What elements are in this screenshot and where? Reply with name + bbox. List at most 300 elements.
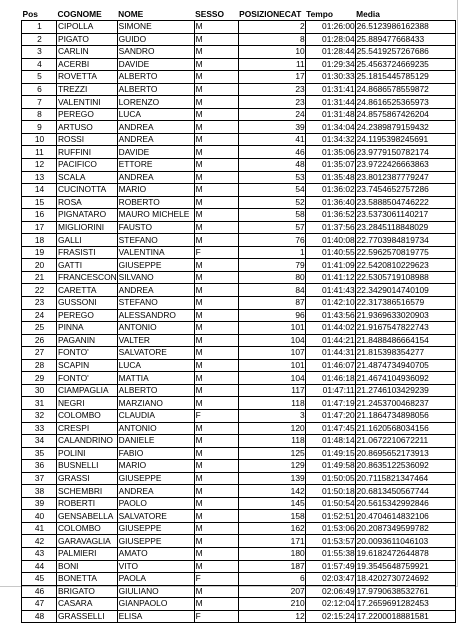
average-speed-cell: 19.6182472644878 — [355, 547, 455, 560]
table-row — [22, 146, 456, 159]
table-row — [22, 21, 456, 34]
average-speed-cell: 25.1815445785129 — [355, 71, 455, 84]
category-position-cell: 1 — [238, 246, 305, 259]
time-cell: 01:46:18 — [305, 372, 355, 385]
time-cell: 01:53:57 — [305, 535, 355, 548]
average-speed-cell: 21.815398354277 — [355, 347, 455, 360]
time-cell: 01:35:48 — [305, 171, 355, 184]
table-row — [22, 372, 456, 385]
pos-cell: 16 — [22, 209, 57, 222]
sex-cell: M — [194, 171, 238, 184]
average-speed-cell: 17.2659691282453 — [355, 598, 455, 611]
firstname-cell: MARIO — [117, 460, 194, 473]
average-speed-cell: 24.8616525365973 — [355, 96, 455, 109]
category-position-cell: 76 — [238, 234, 305, 247]
time-cell: 01:49:58 — [305, 460, 355, 473]
surname-cell: GUSSONI — [57, 297, 118, 310]
surname-cell: PAGANIN — [57, 334, 118, 347]
surname-cell: PINNA — [57, 322, 118, 335]
surname-cell: BRIGATO — [57, 585, 118, 598]
average-speed-cell: 20.8635122536092 — [355, 460, 455, 473]
table-row — [22, 359, 456, 372]
average-speed-cell: 21.1864734898056 — [355, 409, 455, 422]
table-row — [22, 71, 456, 84]
table-row — [22, 409, 456, 422]
surname-cell: CIAMPAGLIA — [57, 384, 118, 397]
time-cell: 01:40:55 — [305, 246, 355, 259]
surname-cell: POLINI — [57, 447, 118, 460]
table-row — [22, 196, 456, 209]
average-speed-cell: 21.4874734940705 — [355, 359, 455, 372]
category-position-cell: 52 — [238, 196, 305, 209]
category-position-cell: 104 — [238, 334, 305, 347]
table-row — [22, 121, 456, 134]
firstname-cell: DAVIDE — [117, 58, 194, 71]
pos-cell: 25 — [22, 322, 57, 335]
average-speed-cell: 21.2746103429239 — [355, 384, 455, 397]
average-speed-cell: 23.8012387779247 — [355, 171, 455, 184]
sex-cell: M — [194, 121, 238, 134]
category-position-cell: 48 — [238, 159, 305, 172]
table-row — [22, 460, 456, 473]
surname-cell: FONTO' — [57, 347, 118, 360]
surname-cell: GALLI — [57, 234, 118, 247]
sex-cell: M — [194, 146, 238, 159]
firstname-cell: MATTIA — [117, 372, 194, 385]
sex-cell: M — [194, 159, 238, 172]
firstname-cell: ANDREA — [117, 485, 194, 498]
surname-cell: BONETTA — [57, 573, 118, 586]
firstname-cell: SALVATORE — [117, 347, 194, 360]
pos-cell: 23 — [22, 297, 57, 310]
surname-cell: COLOMBO — [57, 522, 118, 535]
category-position-cell: 101 — [238, 359, 305, 372]
pos-cell: 35 — [22, 447, 57, 460]
pos-cell: 11 — [22, 146, 57, 159]
table-row — [22, 96, 456, 109]
category-position-cell: 11 — [238, 58, 305, 71]
pos-cell: 7 — [22, 96, 57, 109]
table-row — [22, 271, 456, 284]
category-position-cell: 24 — [238, 108, 305, 121]
time-cell: 01:41:12 — [305, 271, 355, 284]
surname-cell: PEREGO — [57, 108, 118, 121]
surname-cell: ROBERTI — [57, 497, 118, 510]
pos-cell: 4 — [22, 58, 57, 71]
table-row — [22, 284, 456, 297]
sex-cell: M — [194, 460, 238, 473]
average-speed-cell: 25.4563724669235 — [355, 58, 455, 71]
col-header-posizionecat: POSIZIONECAT — [239, 8, 302, 19]
average-speed-cell: 21.0672210672211 — [355, 435, 455, 448]
category-position-cell: 118 — [238, 435, 305, 448]
sex-cell: M — [194, 71, 238, 84]
table-row — [22, 221, 456, 234]
category-position-cell: 79 — [238, 259, 305, 272]
table-row — [22, 573, 456, 586]
pos-cell: 38 — [22, 485, 57, 498]
time-cell: 02:03:47 — [305, 573, 355, 586]
time-cell: 01:44:02 — [305, 322, 355, 335]
time-cell: 01:31:41 — [305, 83, 355, 96]
surname-cell: NEGRI — [57, 397, 118, 410]
pos-cell: 2 — [22, 33, 57, 46]
firstname-cell: MARIO — [117, 184, 194, 197]
average-speed-cell: 22.317386516579 — [355, 297, 455, 310]
table-row — [22, 246, 456, 259]
category-position-cell: 53 — [238, 171, 305, 184]
category-position-cell: 39 — [238, 121, 305, 134]
firstname-cell: ANDREA — [117, 284, 194, 297]
average-speed-cell: 21.8488486664154 — [355, 334, 455, 347]
sex-cell: M — [194, 259, 238, 272]
time-cell: 01:35:07 — [305, 159, 355, 172]
table-row — [22, 259, 456, 272]
category-position-cell: 84 — [238, 284, 305, 297]
firstname-cell: ALBERTO — [117, 71, 194, 84]
sex-cell: M — [194, 384, 238, 397]
pos-cell: 41 — [22, 522, 57, 535]
pos-cell: 47 — [22, 598, 57, 611]
time-cell: 01:37:56 — [305, 221, 355, 234]
table-row — [22, 171, 456, 184]
time-cell: 01:49:15 — [305, 447, 355, 460]
time-cell: 01:41:43 — [305, 284, 355, 297]
category-position-cell: 118 — [238, 397, 305, 410]
sex-cell: M — [194, 108, 238, 121]
firstname-cell: GIUSEPPE — [117, 535, 194, 548]
time-cell: 01:42:10 — [305, 297, 355, 310]
firstname-cell: ANDREA — [117, 121, 194, 134]
table-row — [22, 472, 456, 485]
pos-cell: 24 — [22, 309, 57, 322]
firstname-cell: ELISA — [117, 610, 194, 623]
pos-cell: 37 — [22, 472, 57, 485]
surname-cell: BUSNELLI — [57, 460, 118, 473]
category-position-cell: 104 — [238, 372, 305, 385]
surname-cell: CUCINOTTA — [57, 184, 118, 197]
table-row — [22, 547, 456, 560]
sex-cell: M — [194, 497, 238, 510]
sex-cell: M — [194, 83, 238, 96]
surname-cell: FRANCESCON — [58, 272, 117, 283]
pos-cell: 20 — [22, 259, 57, 272]
average-speed-cell: 20.5615342992846 — [355, 497, 455, 510]
time-cell: 01:44:31 — [305, 347, 355, 360]
time-cell: 01:36:52 — [305, 209, 355, 222]
surname-cell: TREZZI — [57, 83, 118, 96]
table-row — [22, 598, 456, 611]
table-row — [22, 447, 456, 460]
sex-cell: M — [194, 359, 238, 372]
pos-cell: 13 — [22, 171, 57, 184]
time-cell: 01:44:21 — [305, 334, 355, 347]
category-position-cell: 210 — [238, 598, 305, 611]
pos-cell: 6 — [22, 83, 57, 96]
average-speed-cell: 20.2087349599782 — [355, 522, 455, 535]
table-row — [22, 297, 456, 310]
firstname-cell: ANDREA — [117, 171, 194, 184]
firstname-cell: ALESSANDRO — [117, 309, 194, 322]
time-cell: 01:47:11 — [305, 384, 355, 397]
firstname-cell: PAOLO — [117, 497, 194, 510]
table-row — [22, 560, 456, 573]
firstname-cell: GIANPAOLO — [117, 598, 194, 611]
sex-cell: M — [194, 58, 238, 71]
average-speed-cell: 23.9722426663863 — [355, 159, 455, 172]
sex-cell: F — [194, 409, 238, 422]
time-cell: 01:31:48 — [305, 108, 355, 121]
surname-cell: PIGATO — [57, 33, 118, 46]
pos-cell: 32 — [22, 409, 57, 422]
firstname-cell: GIUSEPPE — [117, 472, 194, 485]
firstname-cell: STEFANO — [117, 234, 194, 247]
pos-cell: 44 — [22, 560, 57, 573]
surname-cell: GRASSELLI — [57, 610, 118, 623]
table-row — [22, 384, 456, 397]
pos-cell: 3 — [22, 46, 57, 59]
category-position-cell: 58 — [238, 209, 305, 222]
surname-cell: VALENTINI — [57, 96, 118, 109]
time-cell: 01:40:08 — [305, 234, 355, 247]
pos-cell: 39 — [22, 497, 57, 510]
pos-cell: 43 — [22, 547, 57, 560]
pos-cell: 45 — [22, 573, 57, 586]
surname-cell: CASARA — [57, 598, 118, 611]
pos-cell: 40 — [22, 510, 57, 523]
pos-cell: 34 — [22, 435, 57, 448]
firstname-cell: ANTONIO — [117, 322, 194, 335]
surname-cell: PIGNATARO — [57, 209, 118, 222]
surname-cell: CIPOLLA — [57, 21, 118, 34]
col-header-media: Media — [356, 8, 380, 19]
firstname-cell: PAOLA — [117, 573, 194, 586]
firstname-cell: ROBERTO — [117, 196, 194, 209]
firstname-cell: VITO — [117, 560, 194, 573]
sex-cell: M — [194, 234, 238, 247]
average-speed-cell: 19.3545648759921 — [355, 560, 455, 573]
average-speed-cell: 26.5123986162388 — [355, 21, 455, 34]
average-speed-cell: 21.1620568034156 — [355, 422, 455, 435]
sex-cell: M — [194, 96, 238, 109]
table-row — [22, 33, 456, 46]
surname-cell: ROSA — [57, 196, 118, 209]
pos-cell: 19 — [22, 246, 57, 259]
category-position-cell: 41 — [238, 133, 305, 146]
firstname-cell: SALVATORE — [117, 510, 194, 523]
table-row — [22, 485, 456, 498]
firstname-cell: ANDREA — [117, 133, 194, 146]
sex-cell: M — [194, 271, 238, 284]
category-position-cell: 171 — [238, 535, 305, 548]
category-position-cell: 10 — [238, 46, 305, 59]
time-cell: 01:50:05 — [305, 472, 355, 485]
average-speed-cell: 20.7115821347464 — [355, 472, 455, 485]
firstname-cell: LUCA — [117, 359, 194, 372]
category-position-cell: 80 — [238, 271, 305, 284]
col-header-sesso: SESSO — [195, 8, 224, 19]
time-cell: 01:29:34 — [305, 58, 355, 71]
average-speed-cell: 23.5888504746222 — [355, 196, 455, 209]
average-speed-cell: 24.2389879159432 — [355, 121, 455, 134]
category-position-cell: 17 — [238, 71, 305, 84]
col-header-pos: Pos — [22, 8, 38, 19]
sex-cell: M — [194, 347, 238, 360]
table-row — [22, 209, 456, 222]
category-position-cell: 46 — [238, 146, 305, 159]
time-cell: 01:36:40 — [305, 196, 355, 209]
average-speed-cell: 17.9790638532761 — [355, 585, 455, 598]
surname-cell: CRESPI — [57, 422, 118, 435]
table-row — [22, 322, 456, 335]
sex-cell: M — [194, 184, 238, 197]
average-speed-cell: 22.5962570819775 — [355, 246, 455, 259]
pos-cell: 30 — [22, 384, 57, 397]
time-cell: 01:41:09 — [305, 259, 355, 272]
pos-cell: 8 — [22, 108, 57, 121]
average-speed-cell: 23.5373061140217 — [355, 209, 455, 222]
pos-cell: 48 — [22, 610, 57, 623]
surname-cell: ROVETTA — [57, 71, 118, 84]
sex-cell: M — [194, 196, 238, 209]
firstname-cell: DAVIDE — [117, 146, 194, 159]
surname-cell: MIGLIORINI — [57, 221, 118, 234]
category-position-cell: 117 — [238, 384, 305, 397]
time-cell: 01:48:14 — [305, 435, 355, 448]
pos-cell: 12 — [22, 159, 57, 172]
table-row — [22, 497, 456, 510]
average-speed-cell: 18.4202730724692 — [355, 573, 455, 586]
category-position-cell: 96 — [238, 309, 305, 322]
time-cell: 01:50:54 — [305, 497, 355, 510]
average-speed-cell: 20.4704614832106 — [355, 510, 455, 523]
category-position-cell: 107 — [238, 347, 305, 360]
table-row — [22, 422, 456, 435]
surname-cell: SCALA — [57, 171, 118, 184]
category-position-cell: 23 — [238, 83, 305, 96]
time-cell: 02:06:49 — [305, 585, 355, 598]
average-speed-cell: 23.7454652757286 — [355, 184, 455, 197]
average-speed-cell: 24.8686578559872 — [355, 83, 455, 96]
table-row — [22, 46, 456, 59]
firstname-cell: MARZIANO — [117, 397, 194, 410]
sex-cell: M — [194, 447, 238, 460]
average-speed-cell: 25.5419257267686 — [355, 46, 455, 59]
surname-cell: GENSABELLA — [57, 510, 118, 523]
firstname-cell: ETTORE — [117, 159, 194, 172]
category-position-cell: 120 — [238, 422, 305, 435]
average-speed-cell: 24.8575867426204 — [355, 108, 455, 121]
time-cell: 01:43:56 — [305, 309, 355, 322]
time-cell: 01:30:33 — [305, 71, 355, 84]
sex-cell: M — [194, 334, 238, 347]
average-speed-cell: 20.0093611046103 — [355, 535, 455, 548]
time-cell: 01:46:07 — [305, 359, 355, 372]
category-position-cell: 187 — [238, 560, 305, 573]
sex-cell: F — [194, 610, 238, 623]
firstname-cell: MAURO MICHELE — [117, 209, 194, 222]
firstname-cell: FABIO — [117, 447, 194, 460]
category-position-cell: 139 — [238, 472, 305, 485]
sex-cell: M — [194, 510, 238, 523]
average-speed-cell: 21.4674104936092 — [355, 372, 455, 385]
sex-cell: M — [194, 21, 238, 34]
category-position-cell: 145 — [238, 497, 305, 510]
pos-cell: 33 — [22, 422, 57, 435]
firstname-cell: ALBERTO — [117, 83, 194, 96]
table-row — [22, 159, 456, 172]
surname-cell: FONTO' — [57, 372, 118, 385]
category-position-cell: 3 — [238, 409, 305, 422]
surname-cell: PEREGO — [57, 309, 118, 322]
category-position-cell: 129 — [238, 460, 305, 473]
pos-cell: 26 — [22, 334, 57, 347]
category-position-cell: 57 — [238, 221, 305, 234]
average-speed-cell: 24.1195398245691 — [355, 133, 455, 146]
time-cell: 01:34:04 — [305, 121, 355, 134]
firstname-cell: AMATO — [117, 547, 194, 560]
sex-cell: F — [194, 246, 238, 259]
sex-cell: M — [194, 435, 238, 448]
table-row — [22, 83, 456, 96]
time-cell: 02:12:04 — [305, 598, 355, 611]
sex-cell: M — [194, 522, 238, 535]
category-position-cell: 207 — [238, 585, 305, 598]
category-position-cell: 162 — [238, 522, 305, 535]
pos-cell: 42 — [22, 535, 57, 548]
category-position-cell: 54 — [238, 184, 305, 197]
surname-cell: CARLIN — [57, 46, 118, 59]
firstname-cell: SILVANO — [117, 271, 194, 284]
pos-cell: 21 — [22, 271, 57, 284]
table-row — [22, 397, 456, 410]
surname-cell: RUFFINI — [57, 146, 118, 159]
table-row — [22, 610, 456, 623]
table-row — [22, 522, 456, 535]
header-row — [22, 8, 456, 21]
surname-cell: BONI — [57, 560, 118, 573]
table-row — [22, 535, 456, 548]
pos-cell: 18 — [22, 234, 57, 247]
pos-cell: 29 — [22, 372, 57, 385]
col-header-nome: NOME — [118, 8, 144, 19]
pos-cell: 14 — [22, 184, 57, 197]
average-speed-cell: 17.2200018881581 — [355, 610, 455, 623]
pos-cell: 46 — [22, 585, 57, 598]
category-position-cell: 6 — [238, 573, 305, 586]
sex-cell: M — [194, 598, 238, 611]
sex-cell: M — [194, 547, 238, 560]
surname-cell: ROSSI — [57, 133, 118, 146]
surname-cell: SCHEMBRI — [57, 485, 118, 498]
sex-cell: M — [194, 133, 238, 146]
sex-cell: F — [194, 573, 238, 586]
firstname-cell: GIULIANO — [117, 585, 194, 598]
table-row — [22, 334, 456, 347]
surname-cell: PALMIERI — [57, 547, 118, 560]
time-cell: 01:47:45 — [305, 422, 355, 435]
sex-cell: M — [194, 209, 238, 222]
surname-cell: FRASISTI — [57, 246, 118, 259]
sex-cell: M — [194, 472, 238, 485]
firstname-cell: SIMONE — [117, 21, 194, 34]
time-cell: 01:26:00 — [305, 21, 355, 34]
time-cell: 01:34:32 — [305, 133, 355, 146]
time-cell: 01:50:18 — [305, 485, 355, 498]
sex-cell: M — [194, 309, 238, 322]
table-row — [22, 184, 456, 197]
firstname-cell: GIUSEPPE — [117, 522, 194, 535]
